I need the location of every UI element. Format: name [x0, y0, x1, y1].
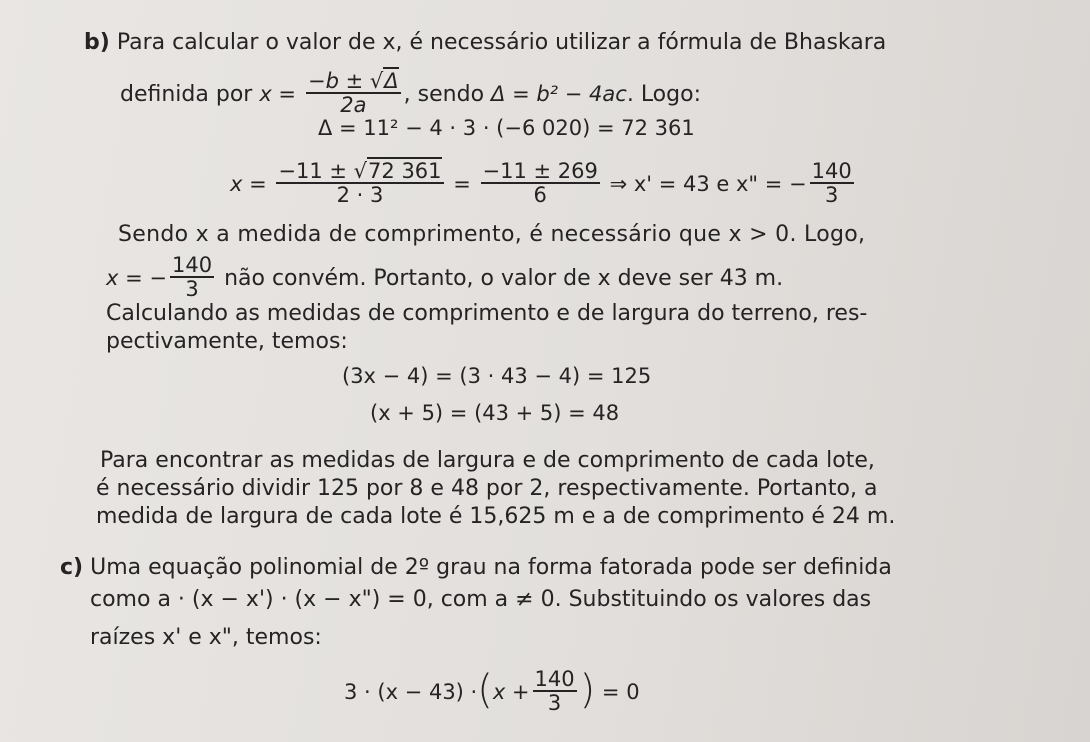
part-c-label: c) [60, 555, 84, 580]
factored-suffix: = 0 [601, 680, 640, 704]
paragraph-3-line-1: Para encontrar as medidas de largura e de comprimento de cada lote, [100, 448, 875, 473]
definition-end: . Logo: [626, 82, 701, 107]
delta-calculation: Δ = 11² − 4 · 3 · (−6 020) = 72 361 [318, 116, 695, 140]
bhaskara-fraction [306, 70, 401, 116]
part-b-intro [84, 30, 886, 56]
part-b-label: b) [84, 30, 110, 55]
length-equation: (3x − 4) = (3 · 43 − 4) = 125 [342, 364, 652, 388]
equals-sign: = [453, 172, 471, 196]
paragraph-3-line-2: é necessário dividir 125 por 8 e 48 por 2, respectivamente. Portanto, a [96, 476, 878, 501]
p1-line-2-text: não convém. Portanto, o valor de x deve ser 43 m. [224, 266, 784, 291]
bhaskara-numerator: −b ± √Δ [308, 69, 399, 93]
x-roots: ⇒ x' = 43 e x" = − [609, 172, 807, 196]
factored-numerator: 140 [534, 667, 575, 691]
left-paren: ( [477, 667, 493, 713]
factored-equation [344, 667, 640, 716]
p1-fraction [170, 254, 214, 300]
x2-denominator: 3 [824, 183, 839, 207]
x-solution [230, 159, 857, 208]
width-equation: (x + 5) = (43 + 5) = 48 [370, 401, 620, 425]
num-pre: −b ± [308, 69, 370, 93]
p1-fraction-denominator: 3 [185, 277, 199, 301]
part-c-line-1-text: Uma equação polinomial de 2º grau na forma fatorada pode ser definida [90, 555, 892, 580]
part-b-intro-text: Para calcular o valor de x, é necessário utilizar a fórmula de Bhaskara [116, 30, 887, 55]
bhaskara-denominator: 2a [340, 93, 367, 117]
x-fraction-1 [276, 160, 443, 206]
factored-x: x + [492, 680, 530, 704]
part-c-line-3: raízes x' e x", temos: [90, 625, 322, 650]
x2-fraction [810, 160, 854, 206]
frac1-num-pre: −11 ± [278, 159, 354, 183]
x2-numerator: 140 [811, 159, 852, 183]
right-paren: ) [579, 667, 596, 713]
delta-definition: Δ = b² − 4ac [491, 82, 627, 106]
paragraph-2-line-1: Calculando as medidas de comprimento e de largura do terreno, res- [106, 301, 868, 326]
p1-fraction-numerator: 140 [171, 253, 213, 277]
definition-mid: , sendo [403, 82, 485, 107]
paragraph-2-line-2: pectivamente, temos: [106, 329, 348, 354]
part-c-line-1 [60, 555, 892, 581]
definition-prefix: definida por [120, 82, 253, 107]
factored-denominator: 3 [547, 691, 562, 715]
part-c-line-2: como a · (x − x') · (x − x") = 0, com a ≠ 0. Substituindo os valores das [90, 587, 872, 612]
bhaskara-definition [120, 69, 701, 118]
num-radicand: Δ [384, 69, 399, 93]
paragraph-3-line-3: medida de largura de cada lote é 15,625 m e a de comprimento é 24 m. [96, 504, 896, 529]
p1-x-lhs: x = − [106, 266, 167, 290]
x-fraction-2 [481, 160, 600, 206]
paragraph-1-line-2 [106, 253, 784, 302]
formula-lhs: x = [259, 82, 297, 106]
x-fraction-1-denominator: 2 · 3 [336, 183, 384, 207]
x-lhs: x = [230, 172, 267, 196]
factored-fraction [533, 668, 577, 714]
x-fraction-2-numerator: −11 ± 269 [482, 159, 598, 183]
paragraph-1-line-1: Sendo x a medida de comprimento, é necessário que x > 0. Logo, [118, 222, 866, 247]
x-fraction-2-denominator: 6 [533, 183, 547, 207]
factored-prefix: 3 · (x − 43) · [344, 680, 478, 704]
frac1-radicand: 72 361 [368, 159, 442, 183]
x-fraction-1-numerator: −11 ± √72 361 [278, 159, 442, 183]
